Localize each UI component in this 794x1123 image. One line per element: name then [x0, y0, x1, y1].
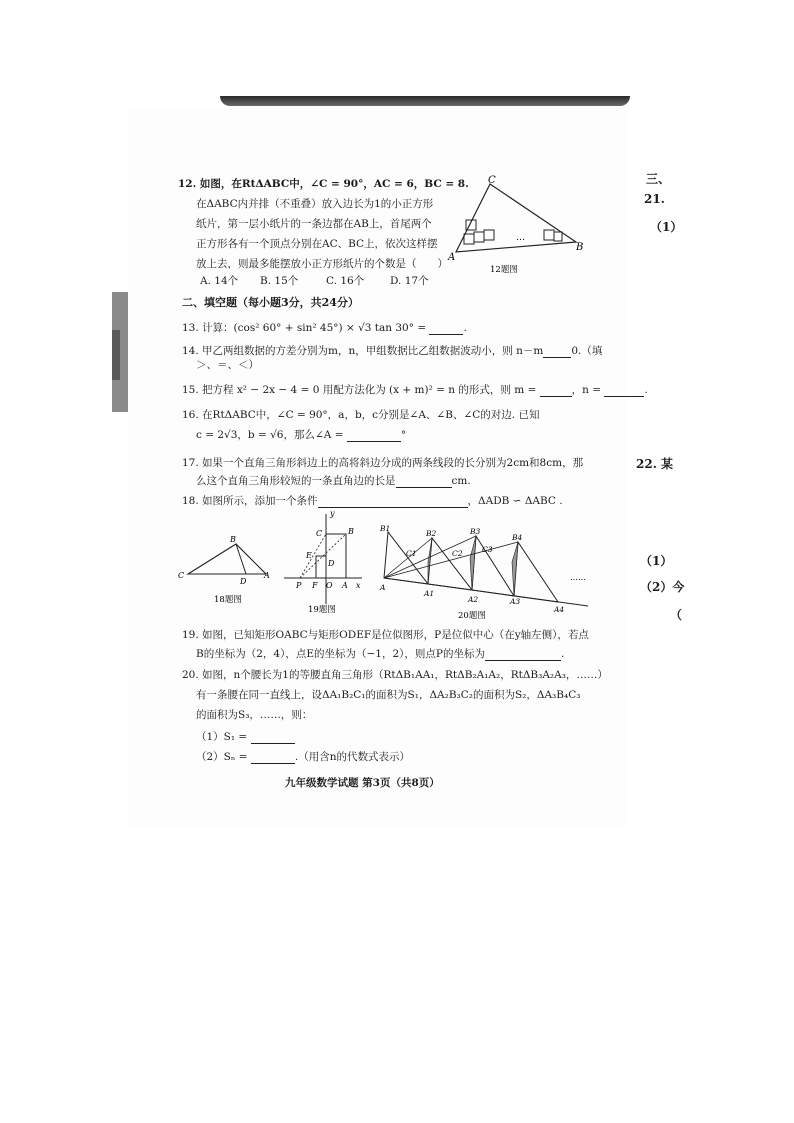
fig20-dots: …… — [570, 573, 586, 582]
fig20-line — [384, 538, 432, 578]
q18-line — [182, 494, 563, 508]
q20-part2 — [196, 750, 410, 764]
fig19-label-d: D — [328, 559, 335, 568]
fig19-label-a: A — [342, 581, 348, 590]
q12-line3: 纸片，第一层小纸片的一条边都在AB上，首尾两个 — [196, 218, 432, 230]
q12-square — [464, 234, 474, 244]
fig19-label-o: O — [326, 581, 333, 590]
q18-answer-blank[interactable] — [318, 495, 468, 508]
right-fragment-section3: 三、 — [646, 172, 671, 186]
fig20-label-c1: C1 — [406, 549, 417, 558]
right-fragment-paren: （ — [670, 608, 683, 622]
q12-square — [554, 232, 562, 241]
scan-shadow-left-dark — [112, 330, 120, 380]
fig20-label-a1: A1 — [424, 589, 435, 598]
q15-n-label: ，n = — [571, 384, 605, 396]
q20-line3: 的面积为S₃，……，则： — [196, 709, 313, 721]
q12-square — [474, 232, 484, 242]
q17-line1: 17. 如果一个直角三角形斜边上的高将斜边分成的两条线段的长分别为2cm和8cm，那 — [182, 457, 584, 469]
right-fragment-q21-part1: （1） — [650, 220, 683, 234]
q12-line1: 12. 如图，在RtΔABC中，∠C = 90°，AC = 6，BC = 8. — [178, 178, 469, 190]
q20-s1-blank[interactable] — [251, 731, 295, 744]
q20-part2-label: （2）Sₙ = — [196, 751, 251, 763]
q15-n-blank[interactable] — [604, 384, 644, 397]
q14-line1-end: 0.（填 — [571, 345, 603, 357]
q13-stem: 13. 计算：(cos² 60° + sin² 45°) × √3 tan 30° = — [182, 322, 430, 334]
fig19-rect-oabc — [326, 534, 346, 578]
q12-line5: 放上去，则最多能摆放小正方形纸片的个数是（ ） — [196, 258, 448, 270]
q19-answer-blank[interactable] — [485, 648, 561, 661]
fig20-shaded-1 — [428, 538, 432, 584]
q12-figure — [436, 174, 586, 274]
fig20-label-b3: B3 — [470, 527, 481, 536]
q12-label-b: B — [576, 242, 584, 253]
q17-end: cm. — [451, 475, 471, 487]
fig20-label-a3: A3 — [510, 597, 521, 606]
q16-line1: 16. 在RtΔABC中，∠C = 90°，a，b，c分别是∠A、∠B、∠C的对边. 已知 — [182, 409, 540, 421]
q15-stem: 15. 把方程 x² − 2x − 4 = 0 用配方法化为 (x + m)² = n 的形式，则 m = — [182, 384, 540, 396]
fig18-caption: 18题图 — [214, 595, 242, 605]
q19-line1: 19. 如图，已知矩形OABC与矩形ODEF是位似图形，P是位似中心（在y轴左侧），若点 — [182, 629, 589, 641]
fig19-label-p: P — [296, 581, 302, 590]
fig19-caption: 19题图 — [308, 605, 336, 615]
fig18-label-b: B — [230, 535, 236, 544]
q12-square — [544, 230, 554, 240]
q12-label-c: C — [488, 175, 496, 186]
q12-option-a: A. 14个 — [200, 275, 239, 287]
fig20-label-a4: A4 — [554, 605, 565, 614]
q14-stem: 14. 甲乙两组数据的方差分别为m，n，甲组数据比乙组数据波动小，则 n－m — [182, 345, 544, 357]
q15-m-blank[interactable] — [540, 384, 572, 397]
q12-line4: 正方形各有一个顶点分别在AC、BC上，依次这样摆 — [196, 238, 438, 250]
scan-shadow-top — [220, 96, 630, 106]
fig20-label-b4: B4 — [512, 533, 523, 542]
q16-answer-blank[interactable] — [347, 429, 401, 442]
q12-square — [484, 230, 494, 240]
q13-answer-blank[interactable] — [429, 322, 463, 335]
q17-line2 — [196, 474, 471, 488]
q16-end: ° — [400, 429, 407, 441]
q19-stem: B的坐标为（2，4），点E的坐标为（−1，2），则点P的坐标为 — [196, 648, 485, 660]
q12-caption: 12题图 — [490, 265, 518, 274]
fig19-label-e: E — [306, 551, 312, 560]
q15-line: 15. 把方程 x² − 2x − 4 = 0 用配方法化为 (x + m)² = n 的形式，则 m = ，n = . — [182, 384, 648, 396]
section2-title: 二、填空题（每小题3分，共24分） — [182, 296, 359, 309]
fig20-label-c2: C2 — [452, 549, 463, 558]
q12-option-c: C. 16个 — [326, 275, 365, 287]
fig18-label-d: D — [240, 577, 247, 586]
right-fragment-q21: 21. — [644, 192, 665, 206]
q13-text: 13. 计算：(cos² 60° + sin² 45°) × √3 tan 30° = . — [182, 322, 467, 334]
q20-part1-label: （1）S₁ = — [196, 731, 251, 743]
fig19-label-f: F — [312, 581, 318, 590]
fig20-label-b2: B2 — [426, 529, 437, 538]
right-fragment-q22: 22. 某 — [636, 457, 674, 471]
fig20-label-b1: B1 — [380, 524, 391, 533]
q12-option-d: D. 17个 — [390, 275, 429, 287]
q14-answer-blank[interactable] — [543, 345, 571, 358]
q12-dots: … — [516, 233, 525, 243]
fig20-label-a2: A2 — [468, 595, 479, 604]
q20-line2: 有一条腰在同一直线上，设ΔA₁B₂C₁的面积为S₁，ΔA₂B₃C₂的面积为S₂，ΔA₃B₄C₃ — [196, 689, 581, 701]
q20-part2-end: .（用含n的代数式表示） — [294, 751, 410, 763]
q17-answer-blank[interactable] — [396, 475, 452, 488]
fig19-rect-odef — [316, 556, 326, 578]
fig18-label-c: C — [178, 571, 185, 580]
fig19-label-c: C — [316, 529, 323, 538]
fig20-caption: 20题图 — [458, 611, 486, 621]
q16-stem: c = 2√3，b = √6，那么∠A = — [196, 429, 347, 441]
page-footer: 九年级数学试题 第3页（共8页） — [285, 777, 440, 789]
right-fragment-q22-part2: （2）今 — [640, 580, 685, 594]
fig18-label-a: A — [264, 571, 270, 580]
q18-stem: 18. 如图所示，添加一个条件 — [182, 495, 318, 507]
fig20-label-c3: C3 — [482, 545, 493, 554]
q20-sn-blank[interactable] — [251, 751, 295, 764]
fig19 — [276, 508, 366, 618]
q16-line2 — [196, 428, 406, 442]
fig20-triangle-4 — [514, 542, 558, 602]
fig20-label-a: A — [380, 583, 386, 592]
right-fragment-q22-part1: （1） — [640, 554, 673, 568]
q19-line2 — [196, 647, 564, 661]
q14-line2: ＞、＝、＜） — [196, 359, 259, 371]
fig20 — [378, 522, 600, 622]
q12-option-b: B. 15个 — [260, 275, 299, 287]
q17-stem: 么这个直角三角形较短的一条直角边的长是 — [196, 475, 396, 487]
q18-end: ，ΔADB ∽ ΔABC . — [467, 495, 563, 507]
q12-line2: 在ΔABC内并排（不重叠）放入边长为1的小正方形 — [196, 198, 434, 210]
fig18 — [176, 528, 276, 608]
q20-line1: 20. 如图，n个腰长为1的等腰直角三角形（RtΔB₁AA₁，RtΔB₂A₁A₂，RtΔB₃A₂A₃，……） — [182, 669, 608, 681]
q20-part1 — [196, 730, 295, 744]
q14-line1 — [182, 344, 602, 358]
fig19-label-y: y — [330, 509, 335, 518]
fig19-label-b: B — [348, 527, 354, 536]
q19-end: . — [560, 648, 565, 660]
fig19-label-x: x — [356, 581, 361, 590]
fig18-triangle — [188, 544, 266, 574]
q12-label-a: A — [448, 252, 456, 263]
